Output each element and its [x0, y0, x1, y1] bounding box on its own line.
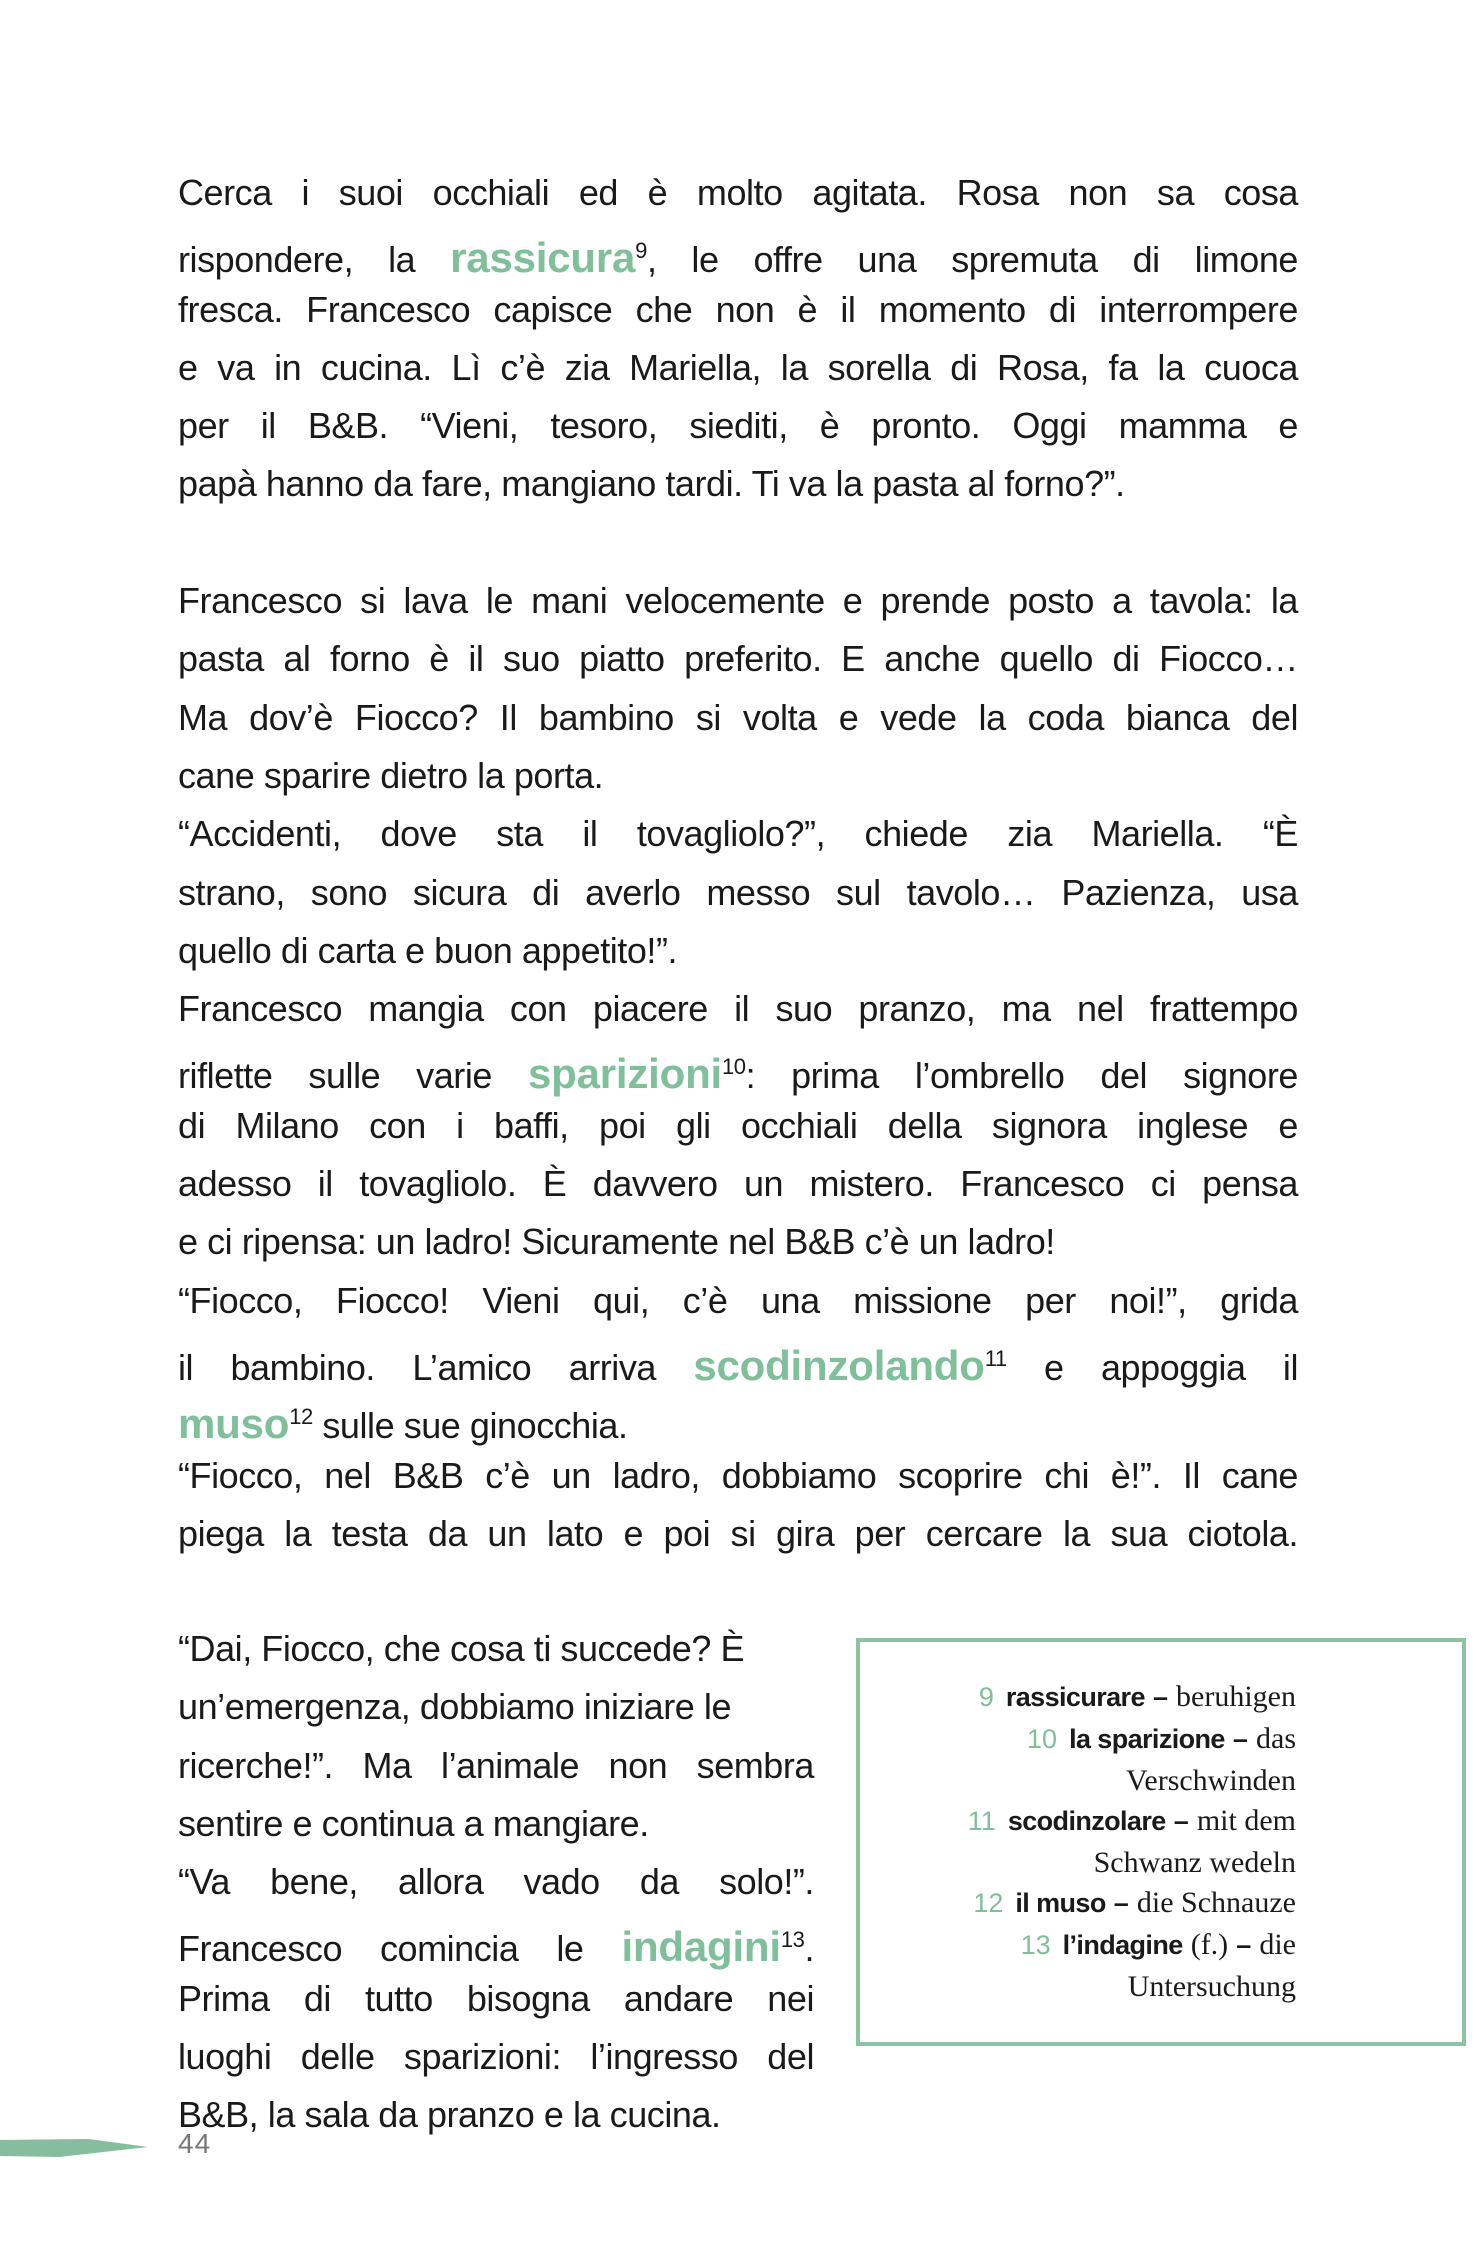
text-line	[178, 339, 1298, 397]
text-line	[178, 1970, 814, 2028]
page-number: 44	[178, 2128, 212, 2159]
glossary-number: 10	[1027, 1724, 1058, 1754]
text-line	[178, 922, 1298, 980]
glossary-entry	[968, 1718, 1296, 1760]
text-run: ricerche!”. Ma l’animale non sembra	[178, 1744, 814, 1786]
text-run: e va in cucina. Lì c’è zia Mariella, la sorella di Rosa, fa la cuoca	[178, 346, 1298, 388]
text-run: piega la testa da un lato e poi si gira per cercare la sua ciotola.	[178, 1512, 1298, 1554]
text-line	[178, 2028, 814, 2086]
glossary-translation: die Schnauze	[1136, 1886, 1296, 1919]
text-run: riflette sulle varie	[178, 1055, 528, 1097]
glossary-number: 9	[978, 1682, 994, 1712]
glossary-entry	[968, 1800, 1296, 1842]
text-line	[178, 222, 1298, 280]
glossary-translation: Verschwinden	[1126, 1764, 1296, 1797]
text-line	[178, 747, 1298, 805]
text-run: un’emergenza, dobbiamo iniziare le	[178, 1686, 732, 1728]
paragraph-gap	[178, 514, 1298, 572]
text-line	[178, 397, 1298, 455]
text-line	[178, 864, 1298, 922]
text-run: quello di carta e buon appetito!”.	[178, 929, 678, 971]
footnote-marker: 9	[635, 238, 647, 264]
glossary-headword: rassicurare	[1005, 1682, 1145, 1712]
text-run: Prima di tutto bisogna andare nei	[178, 1977, 814, 2019]
text-run: Francesco si lava le mani velocemente e prende posto a tavola: la	[178, 580, 1298, 622]
text-run: Francesco comincia le	[178, 1928, 622, 1970]
text-line	[178, 1678, 814, 1736]
glossary-headword: scodinzolare	[1007, 1806, 1166, 1836]
text-run: papà hanno da fare, mangiano tardi. Ti va la pasta al forno?”.	[178, 463, 1125, 505]
footnote-marker: 12	[289, 1404, 313, 1430]
glossary-entry-continuation	[968, 1842, 1296, 1882]
glossary-number: 11	[967, 1806, 996, 1836]
text-run: : prima l’ombrello del signore	[745, 1055, 1298, 1097]
glossary-keyword: indagini	[621, 1923, 781, 1971]
glossary-translation: das	[1256, 1722, 1296, 1755]
text-line	[178, 1330, 1298, 1388]
text-run: “Va bene, allora vado da solo!”.	[178, 1861, 814, 1903]
text-line	[178, 1155, 1298, 1213]
glossary-number: 12	[973, 1888, 1004, 1918]
glossary-entry	[968, 1924, 1296, 1966]
footnote-marker: 13	[780, 1927, 805, 1953]
text-line	[178, 281, 1298, 339]
glossary-headword: il muso	[1015, 1888, 1106, 1918]
text-line	[178, 2086, 814, 2144]
glossary-list	[968, 1676, 1296, 2006]
glossary-dash: –	[1236, 1930, 1252, 1960]
glossary-grammar: (f.)	[1190, 1928, 1229, 1961]
decorative-brush-stroke	[0, 2138, 148, 2158]
footnote-marker: 11	[984, 1345, 1007, 1371]
text-line	[178, 455, 1298, 513]
text-line	[178, 1097, 1298, 1155]
text-run: .	[804, 1928, 814, 1970]
text-run: fresca. Francesco capisce che non è il momento di interrompere	[178, 288, 1298, 330]
text-line	[178, 1737, 814, 1795]
text-line	[178, 1213, 1298, 1271]
glossary-translation: mit dem	[1196, 1804, 1296, 1837]
text-line	[178, 1505, 1298, 1563]
text-run: cane sparire dietro la porta.	[178, 754, 604, 796]
text-run: Ma dov’è Fiocco? Il bambino si volta e vede la coda bianca del	[178, 696, 1298, 738]
text-line	[178, 1038, 1298, 1096]
text-run: , le offre una spremuta di limone	[646, 239, 1298, 281]
text-line	[178, 1272, 1298, 1330]
glossary-keyword: muso	[178, 1400, 290, 1448]
text-run: e ci ripensa: un ladro! Sicuramente nel B&B c’è un ladro!	[178, 1221, 1055, 1263]
text-line	[178, 1388, 1298, 1446]
glossary-keyword: scodinzolando	[693, 1341, 985, 1389]
text-line	[178, 572, 1298, 630]
text-run: rispondere, la	[178, 239, 451, 281]
text-run: strano, sono sicura di averlo messo sul tavolo… Pazienza, usa	[178, 871, 1298, 913]
glossary-headword: la sparizione	[1069, 1724, 1225, 1754]
glossary-dash: –	[1113, 1888, 1129, 1918]
text-line	[178, 1620, 814, 1678]
text-run: Cerca i suoi occhiali ed è molto agitata. Rosa non sa cosa	[178, 172, 1298, 213]
glossary-entry-continuation	[968, 1760, 1296, 1800]
text-run: di Milano con i baffi, poi gli occhiali della signora inglese e	[178, 1104, 1298, 1146]
glossary-headword: l’indagine	[1062, 1930, 1183, 1960]
glossary-keyword: rassicura	[450, 234, 636, 282]
text-run: per il B&B. “Vieni, tesoro, siediti, è pronto. Oggi mamma e	[178, 405, 1298, 447]
glossary-entry-continuation	[968, 1966, 1296, 2006]
text-run: luoghi delle sparizioni: l’ingresso del	[178, 2036, 814, 2078]
text-line	[178, 805, 1298, 863]
text-line	[178, 164, 1298, 222]
text-line	[178, 1795, 814, 1853]
footnote-marker: 10	[722, 1054, 746, 1080]
glossary-keyword: sparizioni	[527, 1050, 722, 1098]
text-run: sentire e continua a mangiare.	[178, 1802, 649, 1844]
glossary-number: 13	[1020, 1930, 1051, 1960]
glossary-dash: –	[1152, 1682, 1168, 1712]
body-text-main	[178, 164, 1298, 1563]
text-run: e appoggia il	[1006, 1346, 1299, 1388]
text-line	[178, 689, 1298, 747]
text-line	[178, 1853, 814, 1911]
glossary-translation: die	[1259, 1928, 1296, 1961]
text-line	[178, 1911, 814, 1969]
text-run: il bambino. L’amico arriva	[178, 1346, 694, 1388]
glossary-translation: beruhigen	[1176, 1680, 1296, 1713]
text-line	[178, 630, 1298, 688]
glossary-dash: –	[1173, 1806, 1189, 1836]
text-run: “Dai, Fiocco, che cosa ti succede? È	[178, 1628, 745, 1669]
glossary-translation: Untersuchung	[1127, 1970, 1296, 2003]
text-run: “Fiocco, Fiocco! Vieni qui, c’è una missione per noi!”, grida	[178, 1279, 1298, 1321]
text-line	[178, 980, 1298, 1038]
text-line	[178, 1447, 1298, 1505]
text-run: “Accidenti, dove sta il tovagliolo?”, chiede zia Mariella. “È	[178, 813, 1298, 855]
glossary-entry	[968, 1882, 1296, 1924]
glossary-dash: –	[1232, 1724, 1248, 1754]
text-run: “Fiocco, nel B&B c’è un ladro, dobbiamo scoprire chi è!”. Il cane	[178, 1454, 1298, 1496]
text-run: sulle sue ginocchia.	[312, 1405, 628, 1447]
text-run: B&B, la sala da pranzo e la cucina.	[178, 2094, 721, 2136]
glossary-translation: Schwanz wedeln	[1093, 1846, 1296, 1879]
text-run: Francesco mangia con piacere il suo pranzo, ma nel frattempo	[178, 988, 1298, 1030]
body-text-side-column	[178, 1620, 814, 2145]
text-run: pasta al forno è il suo piatto preferito. E anche quello di Fiocco…	[178, 638, 1298, 680]
glossary-box	[856, 1638, 1466, 2046]
text-run: adesso il tovagliolo. È davvero un mistero. Francesco ci pensa	[178, 1163, 1298, 1205]
glossary-entry	[968, 1676, 1296, 1718]
